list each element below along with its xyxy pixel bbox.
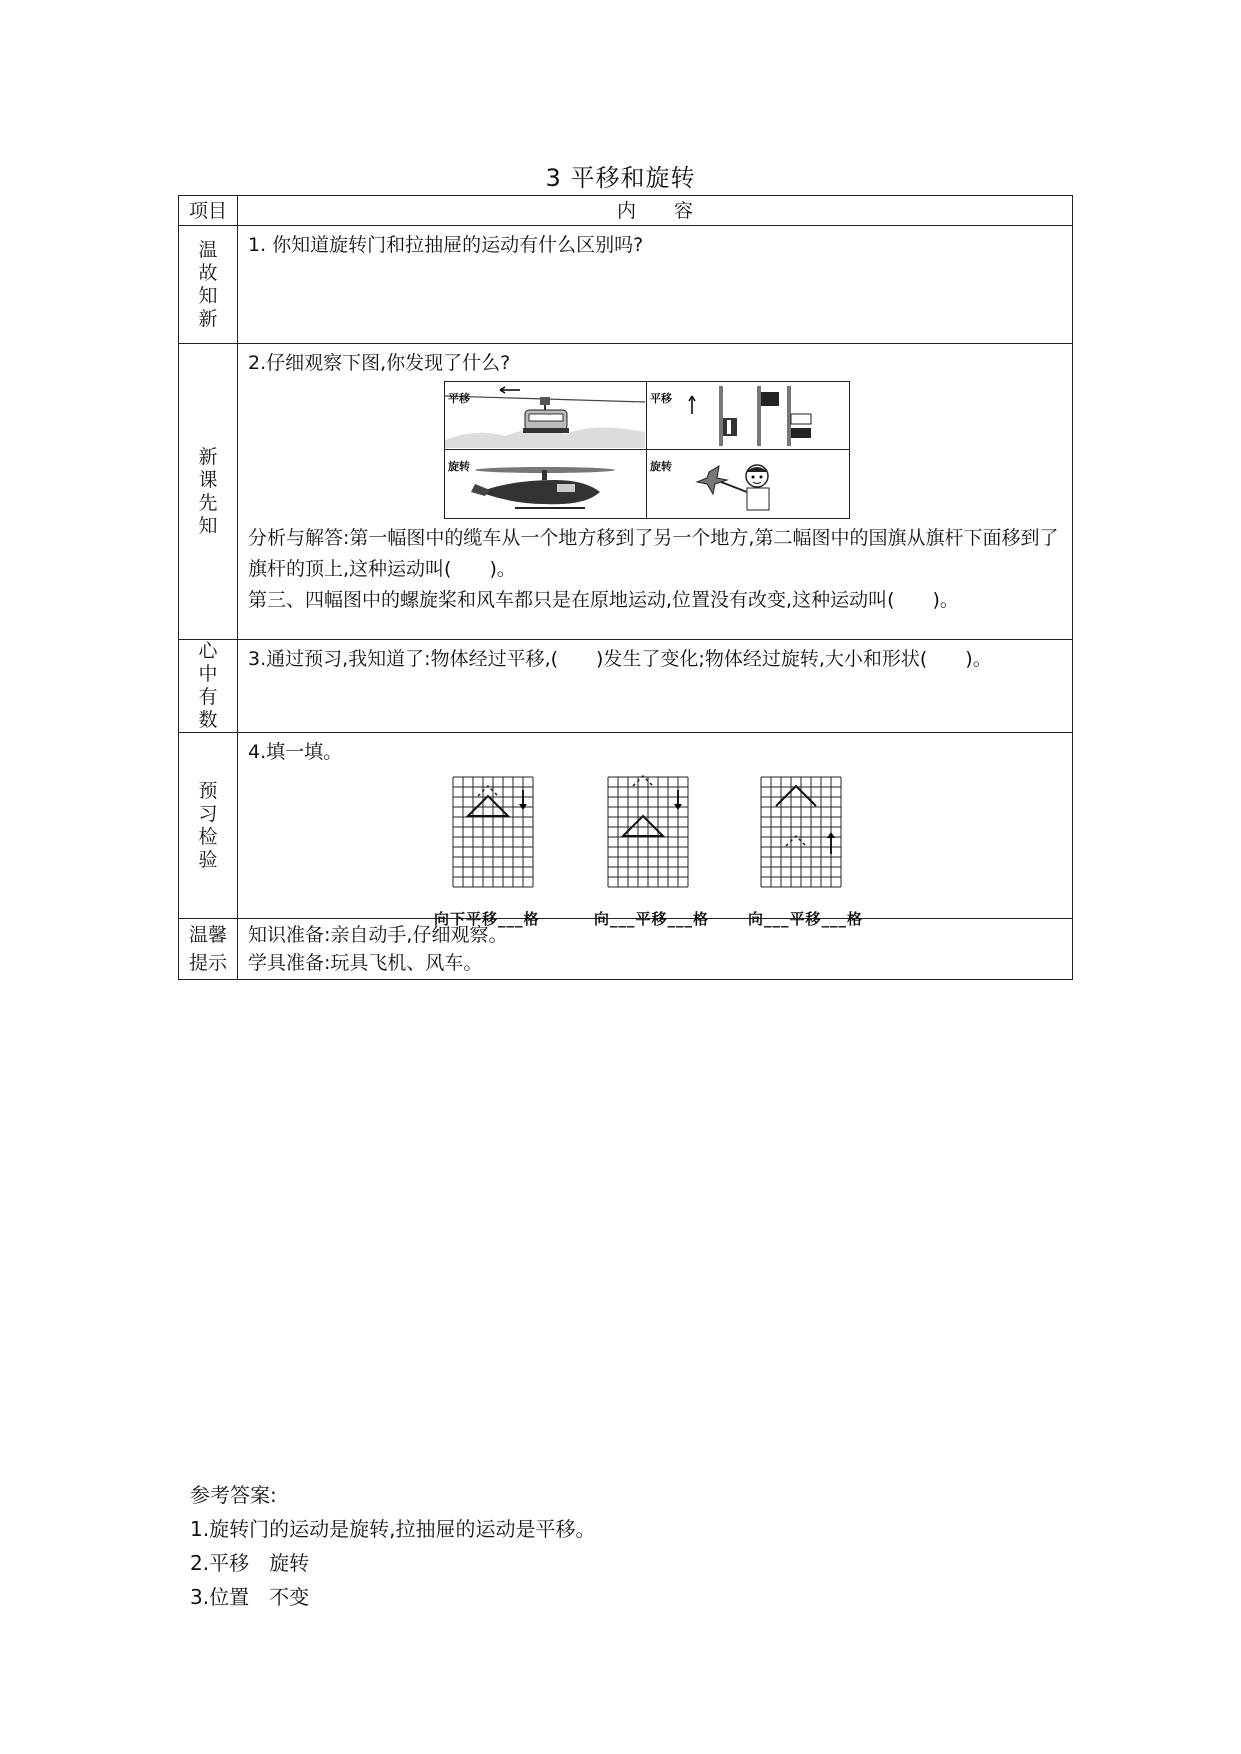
row-label: 新 课 先 知 [179, 344, 238, 640]
header-content: 内 容 [238, 196, 1073, 226]
page-title: 3 平移和旋转 [545, 164, 696, 192]
analysis-text: 分析与解答:第一幅图中的缆车从一个地方移到了另一个地方,第二幅图中的国旗从旗杆下面移到了旗杆的顶上,这种运动叫( )。 [248, 527, 1059, 580]
row-content [238, 640, 1073, 733]
lesson-table [178, 195, 1073, 980]
answer-item: 3.位置 不变 [190, 1585, 310, 1609]
reference-answers [190, 1478, 595, 1614]
question-1: 1. 你知道旋转门和拉抽屉的运动有什么区别吗? [248, 234, 644, 256]
grid-figure [603, 772, 693, 894]
row-content [238, 344, 1073, 640]
picture-label: 旋转 [650, 460, 672, 473]
grid-figure [756, 772, 846, 894]
grid-caption: 向___平移___格 [594, 910, 710, 928]
helicopter-picture [445, 450, 647, 518]
row-label: 预 习 检 验 [179, 733, 238, 919]
table-row [179, 226, 1073, 344]
picture-label: 平移 [448, 392, 470, 405]
table-row [179, 344, 1073, 640]
row-label: 温馨 提示 [179, 919, 238, 980]
row-content [238, 226, 1073, 344]
motion-pictures [444, 381, 850, 519]
row-label: 温 故 知 新 [179, 226, 238, 344]
question-2: 2.仔细观察下图,你发现了什么? [248, 352, 511, 374]
answer-item: 2.平移 旋转 [190, 1551, 310, 1575]
question-4: 4.填一填。 [248, 741, 343, 763]
question-3: 3.通过预习,我知道了:物体经过平移,( )发生了变化;物体经过旋转,大小和形状( )。 [248, 648, 992, 670]
grid-figure [448, 772, 538, 894]
table-row [179, 640, 1073, 733]
grid-exercises [248, 768, 1062, 928]
cable-car-picture [445, 382, 647, 450]
header-item: 项目 [179, 196, 238, 226]
tip-line: 知识准备:亲自动手,仔细观察。 [248, 924, 508, 946]
pinwheel-picture [647, 450, 849, 518]
grid-caption: 向___平移___格 [748, 910, 864, 928]
table-row [179, 733, 1073, 919]
row-label: 心 中 有 数 [179, 640, 238, 733]
tip-line: 学具准备:玩具飞机、风车。 [248, 952, 483, 974]
grid-caption: 向下平移___格 [434, 910, 540, 928]
answers-heading: 参考答案: [190, 1483, 277, 1507]
row-content [238, 733, 1073, 928]
flag-picture [647, 382, 849, 450]
analysis-text: 第三、四幅图中的螺旋桨和风车都只是在原地运动,位置没有改变,这种运动叫( )。 [248, 589, 959, 611]
picture-label: 平移 [650, 392, 672, 405]
answer-item: 1.旋转门的运动是旋转,拉抽屉的运动是平移。 [190, 1517, 596, 1541]
table-header-row [179, 196, 1073, 226]
picture-label: 旋转 [448, 460, 470, 473]
